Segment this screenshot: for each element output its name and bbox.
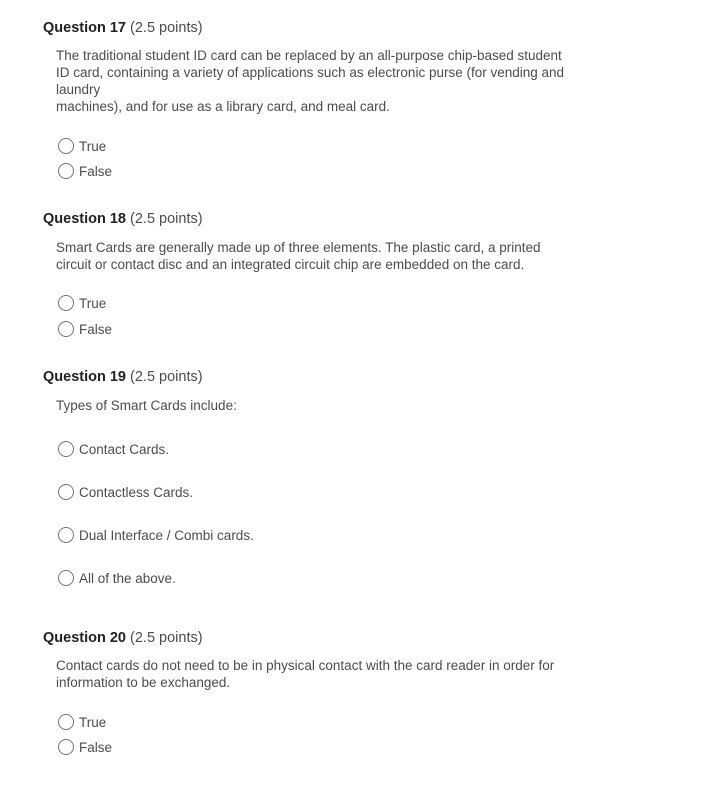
radio-button[interactable] (58, 739, 74, 755)
question-text-line: Smart Cards are generally made up of three elements. The plastic card, a printed (56, 240, 541, 255)
question-text-line: ID card, containing a variety of applications such as electronic purse (for vending and (56, 65, 565, 80)
answer-option-all-of-the-above[interactable] (58, 568, 176, 588)
answer-option-contactless-cards[interactable] (58, 482, 193, 502)
option-label[interactable]: True (79, 295, 107, 311)
question-text-line: circuit or contact disc and an integrated circuit chip are embedded on the card. (56, 257, 525, 272)
question-text (56, 47, 611, 115)
answer-option-true[interactable] (58, 293, 106, 313)
question-header (43, 368, 203, 386)
radio-button[interactable] (58, 527, 74, 543)
answer-option-dual-interface[interactable] (58, 525, 254, 545)
radio-button[interactable] (58, 570, 74, 586)
option-label[interactable]: All of the above. (79, 570, 176, 586)
question-header (43, 210, 203, 228)
option-label[interactable]: True (79, 714, 107, 730)
option-label[interactable]: True (79, 138, 107, 154)
question-title: Question 19 (43, 369, 126, 385)
answer-option-false[interactable] (58, 161, 112, 181)
option-label[interactable]: Contactless Cards. (79, 484, 194, 500)
question-text-line: laundry (56, 82, 101, 97)
option-label[interactable]: False (79, 739, 113, 755)
question-title: Question 20 (43, 630, 126, 646)
answer-option-false[interactable] (58, 737, 112, 757)
option-label[interactable]: False (79, 321, 113, 337)
question-text (56, 657, 611, 691)
question-title: Question 18 (43, 211, 126, 227)
option-label[interactable]: False (79, 163, 113, 179)
answer-option-contact-cards[interactable] (58, 439, 169, 459)
question-points: (2.5 points) (130, 630, 203, 646)
radio-button[interactable] (58, 441, 74, 457)
question-points: (2.5 points) (130, 20, 203, 36)
question-text-line: Contact cards do not need to be in physical contact with the card reader in order for (56, 658, 555, 673)
radio-button[interactable] (58, 714, 74, 730)
answer-option-false[interactable] (58, 319, 112, 339)
radio-button[interactable] (58, 484, 74, 500)
question-text-line: machines), and for use as a library card, and meal card. (56, 99, 390, 114)
question-header (43, 19, 203, 37)
radio-button[interactable] (58, 138, 74, 154)
question-title: Question 17 (43, 20, 126, 36)
answer-option-true[interactable] (58, 712, 106, 732)
question-text-line: information to be exchanged. (56, 675, 231, 690)
question-header (43, 629, 203, 647)
radio-button[interactable] (58, 295, 74, 311)
answer-option-true[interactable] (58, 136, 106, 156)
question-text-line: The traditional student ID card can be replaced by an all-purpose chip-based student (56, 48, 562, 63)
question-text-line: Types of Smart Cards include: (56, 398, 237, 413)
question-points: (2.5 points) (130, 369, 203, 385)
question-text (56, 397, 611, 414)
option-label[interactable]: Contact Cards. (79, 441, 170, 457)
radio-button[interactable] (58, 321, 74, 337)
option-label[interactable]: Dual Interface / Combi cards. (79, 527, 254, 543)
question-text (56, 239, 611, 273)
question-points: (2.5 points) (130, 211, 203, 227)
radio-button[interactable] (58, 163, 74, 179)
